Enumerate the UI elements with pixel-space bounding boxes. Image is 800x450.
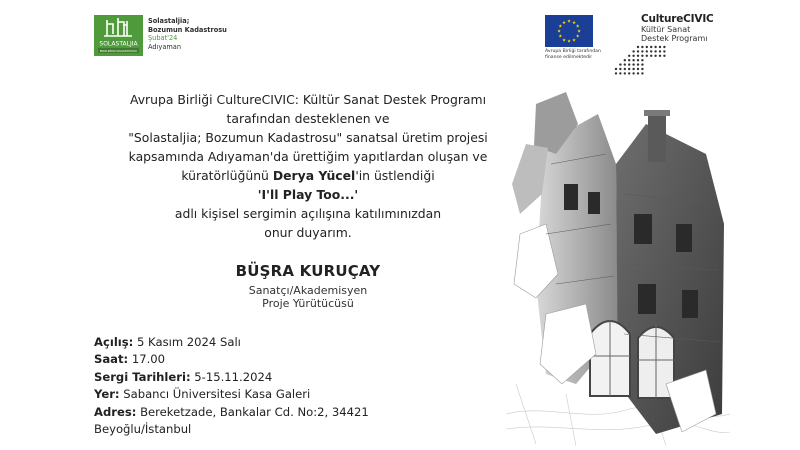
program-sub-line-2: Destek Programı: [641, 34, 708, 43]
detail-venue: [94, 386, 369, 403]
arrow-dot: [637, 63, 639, 65]
eu-star-icon: ★: [566, 39, 572, 45]
arrow-dot: [624, 68, 626, 70]
detail-value: Bereketzade, Bankalar Cd. No:2, 34421: [136, 404, 369, 419]
invitation-line-7: adlı kişisel sergimin açılışına katılımınızdan: [174, 206, 442, 221]
arrow-dot: [646, 55, 648, 57]
detail-address: [94, 404, 369, 421]
arrow-dot: [632, 68, 634, 70]
project-line-1: Solastaljia;: [148, 17, 190, 25]
arrow-dot: [650, 50, 652, 52]
exhibition-title: 'I'll Play Too...': [257, 187, 359, 202]
eu-star-icon: ★: [558, 24, 563, 30]
detail-time: [94, 351, 369, 368]
arrow-dot: [619, 63, 621, 65]
arrow-dot: [615, 68, 617, 70]
eu-star-icon: ★: [566, 19, 572, 25]
eu-star-icon: ★: [575, 24, 580, 30]
ruined-building-illustration: [506, 84, 730, 446]
detail-label: Adres:: [94, 404, 137, 419]
logo-wordmark: SOLASTALJIA: [99, 40, 138, 48]
eu-star-icon: ★: [558, 34, 563, 40]
arrow-dot: [628, 68, 630, 70]
solastaljia-logo: [94, 15, 143, 56]
detail-value: 17.00: [128, 352, 166, 367]
detail-value: 5 Kasım 2024 Salı: [133, 335, 241, 349]
arrow-dot: [637, 50, 639, 52]
arrow-dot: [663, 50, 665, 52]
arrow-dot: [654, 55, 656, 57]
program-sub-line-1: Kültür Sanat: [641, 25, 691, 34]
detail-opening: [94, 334, 369, 351]
artist-name: BÜŞRA KURUÇAY: [235, 262, 381, 280]
program-subtitle: [641, 25, 707, 43]
eu-flag-icon: [545, 15, 593, 47]
arrow-dot: [628, 72, 630, 74]
arrow-dot: [641, 63, 643, 65]
invitation-text: [96, 90, 520, 242]
eu-star-icon: ★: [576, 29, 582, 35]
event-details: [94, 334, 369, 438]
project-line-3: Şubat'24: [148, 34, 178, 43]
arrow-dot: [619, 68, 621, 70]
detail-address-city: [94, 421, 369, 438]
eu-star-icon: ★: [575, 34, 580, 40]
arrow-dot: [637, 59, 639, 61]
arrow-dot: [637, 55, 639, 57]
project-info-text: [148, 17, 227, 51]
arrow-dot: [641, 68, 643, 70]
arrow-dot: [641, 50, 643, 52]
program-title: CultureCIVIC: [641, 13, 714, 25]
arrow-dot: [637, 68, 639, 70]
invitation-line-8: onur duyarım.: [264, 225, 352, 240]
arrow-dot: [628, 59, 630, 61]
invitation-line-4: kapsamında Adıyaman'da ürettiğim yapıtlardan oluşan ve: [128, 149, 488, 164]
detail-dates: [94, 369, 369, 386]
arrow-dot: [659, 55, 661, 57]
arrow-dot: [615, 72, 617, 74]
arrow-dot: [624, 63, 626, 65]
curator-name: Derya Yücel: [272, 168, 356, 183]
invitation-line-2: tarafından desteklenen ve: [226, 111, 390, 126]
logo-subtext: BOZUMUN KADASTROSU: [99, 49, 138, 53]
project-line-4: Adıyaman: [148, 42, 181, 51]
culturecivic-arrow-icon: [613, 44, 667, 78]
arrow-dot: [632, 50, 634, 52]
arrow-dot: [663, 55, 665, 57]
detail-value: Sabancı Üniversitesi Kasa Galeri: [119, 387, 311, 402]
invitation-line-5: [96, 166, 520, 185]
curator-post: 'in üstlendiği: [355, 168, 435, 183]
eu-star-icon: ★: [571, 38, 577, 44]
arrow-dot: [628, 55, 630, 57]
arrow-dot: [641, 55, 643, 57]
detail-value: Beyoğlu/İstanbul: [94, 422, 192, 437]
detail-label: Açılış:: [94, 335, 134, 349]
eu-star-icon: ★: [561, 20, 567, 26]
eu-star-icon: ★: [561, 38, 567, 44]
arrow-dot: [659, 50, 661, 52]
arrow-dot: [632, 59, 634, 61]
detail-value: 5-15.11.2024: [190, 369, 273, 384]
arrow-dot: [619, 72, 621, 74]
detail-label: Sergi Tarihleri:: [94, 369, 191, 384]
artist-role-1: Sanatçı/Akademisyen: [248, 284, 368, 297]
eu-star-icon: ★: [556, 29, 562, 35]
project-line-2: Bozumun Kadastrosu: [148, 25, 227, 34]
arrow-dot: [654, 50, 656, 52]
eu-star-icon: ★: [571, 20, 577, 26]
arrow-dot: [663, 46, 665, 48]
eu-caption: Avrupa Birliği tarafından finanse edilmektedir: [545, 49, 601, 60]
arrow-dot: [646, 50, 648, 52]
artist-role-2: Proje Yürütücüsü: [262, 297, 354, 310]
arrow-dot: [641, 46, 643, 48]
artist-roles: [96, 284, 520, 310]
arrow-dot: [637, 72, 639, 74]
detail-label: Yer:: [94, 387, 120, 402]
arrow-dot: [628, 63, 630, 65]
arrow-dot: [654, 46, 656, 48]
arrow-dot: [641, 59, 643, 61]
arrow-dot: [632, 72, 634, 74]
arrow-dot: [650, 46, 652, 48]
arrow-dot: [624, 72, 626, 74]
arrow-dot: [650, 55, 652, 57]
arrow-dot: [641, 72, 643, 74]
detail-label: Saat:: [94, 352, 129, 367]
arrow-dot: [632, 55, 634, 57]
arrow-dot: [637, 46, 639, 48]
curator-pre: küratörlüğünü: [181, 168, 273, 183]
invitation-line-3: "Solastaljia; Bozumun Kadastrosu" sanatsal üretim projesi: [128, 130, 488, 145]
invitation-line-1: Avrupa Birliği CultureCIVIC: Kültür Sanat Destek Programı: [129, 92, 487, 107]
arrow-dot: [632, 63, 634, 65]
arrow-dot: [646, 46, 648, 48]
arrow-dot: [624, 59, 626, 61]
arrow-dot: [659, 46, 661, 48]
